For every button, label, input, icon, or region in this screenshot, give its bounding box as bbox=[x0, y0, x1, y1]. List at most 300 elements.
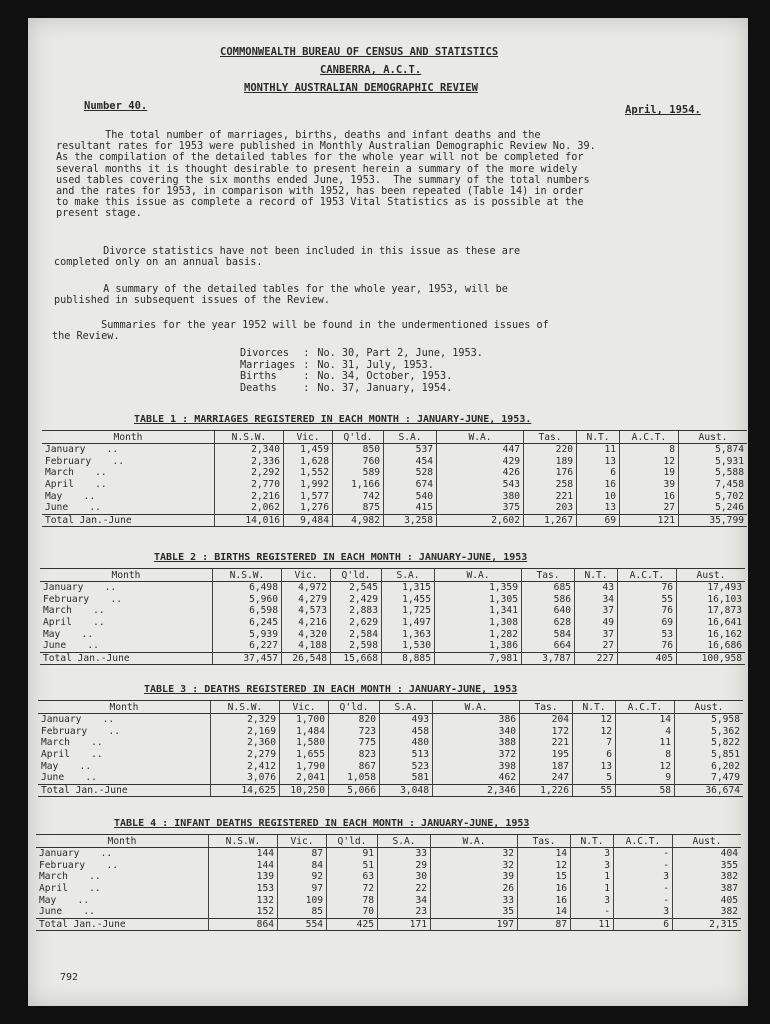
month-cell bbox=[42, 490, 215, 502]
month-cell bbox=[38, 784, 211, 797]
month-label: April bbox=[43, 617, 72, 629]
column-header: Aust. bbox=[677, 569, 746, 582]
ditto-dots: .. bbox=[89, 871, 101, 883]
value-cell: 2,315 bbox=[673, 918, 742, 931]
month-cell bbox=[38, 726, 211, 738]
reference-row bbox=[240, 371, 491, 383]
value-cell: 6,202 bbox=[675, 760, 744, 772]
value-cell: 92 bbox=[278, 871, 327, 883]
value-cell: 1 bbox=[571, 871, 614, 883]
value-cell: 4,982 bbox=[333, 514, 384, 527]
value-cell: 204 bbox=[520, 714, 573, 726]
column-header: Vic. bbox=[284, 431, 333, 444]
value-cell: 3 bbox=[571, 848, 614, 860]
value-cell: 1,341 bbox=[435, 605, 522, 617]
value-cell: 16,641 bbox=[677, 617, 746, 629]
value-cell: 17,873 bbox=[677, 605, 746, 617]
value-cell: 1,790 bbox=[280, 760, 329, 772]
value-cell: 7,981 bbox=[435, 652, 522, 665]
value-cell: 13 bbox=[577, 502, 620, 514]
ditto-dots: .. bbox=[95, 467, 107, 479]
location-heading: CANBERRA, A.C.T. bbox=[320, 64, 422, 76]
value-cell: 447 bbox=[437, 444, 524, 456]
statistics-table bbox=[38, 700, 743, 797]
value-cell: 27 bbox=[575, 640, 618, 652]
value-cell: 63 bbox=[327, 871, 378, 883]
value-cell: 37 bbox=[575, 605, 618, 617]
value-cell: 589 bbox=[333, 467, 384, 479]
table-row bbox=[40, 605, 745, 617]
value-cell: 4,279 bbox=[282, 594, 331, 606]
value-cell: 388 bbox=[433, 737, 520, 749]
month-cell bbox=[42, 467, 215, 479]
value-cell: 1,455 bbox=[382, 594, 435, 606]
column-header: Tas. bbox=[518, 835, 571, 848]
column-header: W.A. bbox=[431, 835, 518, 848]
document-page bbox=[28, 18, 748, 1006]
table-total-row bbox=[42, 514, 747, 527]
table-title: TABLE 1 : MARRIAGES REGISTERED IN EACH MONTH : JANUARY-JUNE, 1953. bbox=[134, 414, 532, 425]
reference-subject: Marriages bbox=[240, 359, 296, 371]
table-row bbox=[42, 490, 747, 502]
value-cell: 144 bbox=[209, 860, 278, 872]
value-cell: 3,076 bbox=[211, 772, 280, 784]
value-cell: 258 bbox=[524, 479, 577, 491]
value-cell: 5,931 bbox=[679, 456, 748, 468]
reference-issue: No. 31, July, 1953. bbox=[317, 359, 434, 371]
ditto-dots: .. bbox=[112, 455, 124, 467]
ditto-dots: .. bbox=[87, 640, 99, 652]
value-cell: 15 bbox=[518, 871, 571, 883]
month-cell bbox=[40, 640, 213, 652]
month-label: March bbox=[41, 737, 70, 749]
value-cell: 3 bbox=[614, 871, 673, 883]
month-label: March bbox=[43, 605, 72, 617]
value-cell: 3,258 bbox=[384, 514, 437, 527]
value-cell: 13 bbox=[577, 456, 620, 468]
value-cell: 6,598 bbox=[213, 605, 282, 617]
value-cell: 1,459 bbox=[284, 444, 333, 456]
value-cell: 429 bbox=[437, 456, 524, 468]
column-header: N.T. bbox=[571, 835, 614, 848]
value-cell: 22 bbox=[378, 883, 431, 895]
value-cell: 220 bbox=[524, 444, 577, 456]
ditto-dots: .. bbox=[85, 772, 97, 784]
value-cell: 640 bbox=[522, 605, 575, 617]
month-label: May bbox=[43, 628, 61, 640]
paragraph-summary: A summary of the detailed tables for the whole year, 1953, will be published in subsequent issues of the Review. bbox=[54, 284, 508, 307]
month-cell bbox=[40, 605, 213, 617]
value-cell: 2,412 bbox=[211, 760, 280, 772]
value-cell: 19 bbox=[620, 467, 679, 479]
month-cell bbox=[38, 749, 211, 761]
month-label: February bbox=[41, 725, 88, 737]
value-cell: 1,359 bbox=[435, 582, 522, 594]
column-header: Tas. bbox=[520, 701, 573, 714]
value-cell: 2,329 bbox=[211, 714, 280, 726]
month-label: January bbox=[43, 582, 84, 594]
value-cell: 404 bbox=[673, 848, 742, 860]
value-cell: 39 bbox=[620, 479, 679, 491]
value-cell: 382 bbox=[673, 906, 742, 918]
value-cell: 355 bbox=[673, 860, 742, 872]
reference-sep: : bbox=[303, 382, 310, 394]
column-header: Aust. bbox=[673, 835, 742, 848]
value-cell: 387 bbox=[673, 883, 742, 895]
month-cell bbox=[38, 772, 211, 784]
issue-date: April, 1954. bbox=[625, 104, 701, 116]
value-cell: 152 bbox=[209, 906, 278, 918]
value-cell: 87 bbox=[518, 918, 571, 931]
value-cell: 5,958 bbox=[675, 714, 744, 726]
value-cell: 1,166 bbox=[333, 479, 384, 491]
month-cell bbox=[40, 652, 213, 665]
column-header: Q'ld. bbox=[327, 835, 378, 848]
month-label: Total Jan.-June bbox=[41, 784, 128, 796]
value-cell: 2,770 bbox=[215, 479, 284, 491]
ditto-dots: .. bbox=[100, 848, 113, 860]
value-cell: 247 bbox=[520, 772, 573, 784]
value-cell: 11 bbox=[616, 737, 675, 749]
value-cell: 3 bbox=[571, 894, 614, 906]
table-total-row bbox=[40, 652, 745, 665]
month-cell bbox=[42, 514, 215, 527]
column-header: N.T. bbox=[577, 431, 620, 444]
table-title: TABLE 3 : DEATHS REGISTERED IN EACH MONTH : JANUARY-JUNE, 1953 bbox=[144, 684, 518, 695]
value-cell: 2,883 bbox=[331, 605, 382, 617]
reference-subject: Births bbox=[240, 371, 277, 383]
value-cell: 493 bbox=[380, 714, 433, 726]
column-header: A.C.T. bbox=[614, 835, 673, 848]
value-cell: 9 bbox=[616, 772, 675, 784]
value-cell: 12 bbox=[620, 456, 679, 468]
value-cell: 58 bbox=[616, 784, 675, 797]
column-header: W.A. bbox=[437, 431, 524, 444]
month-label: January bbox=[41, 714, 82, 726]
value-cell: - bbox=[614, 883, 673, 895]
value-cell: 3 bbox=[614, 906, 673, 918]
column-header: S.A. bbox=[378, 835, 431, 848]
value-cell: 528 bbox=[384, 467, 437, 479]
value-cell: 1,484 bbox=[280, 726, 329, 738]
value-cell: 97 bbox=[278, 883, 327, 895]
value-cell: 9,484 bbox=[284, 514, 333, 527]
value-cell: 14,625 bbox=[211, 784, 280, 797]
reference-sep: : bbox=[303, 348, 310, 359]
value-cell: 70 bbox=[327, 906, 378, 918]
value-cell: 1,577 bbox=[284, 490, 333, 502]
value-cell: 37,457 bbox=[213, 652, 282, 665]
column-header: Tas. bbox=[524, 431, 577, 444]
value-cell: 12 bbox=[573, 714, 616, 726]
value-cell: 867 bbox=[329, 760, 380, 772]
value-cell: 53 bbox=[618, 628, 677, 640]
value-cell: 5,822 bbox=[675, 737, 744, 749]
table-row bbox=[40, 628, 745, 640]
value-cell: 139 bbox=[209, 871, 278, 883]
table-row bbox=[38, 714, 743, 726]
column-header: Q'ld. bbox=[331, 569, 382, 582]
month-label: May bbox=[45, 490, 63, 502]
value-cell: 4,216 bbox=[282, 617, 331, 629]
value-cell: 2,346 bbox=[433, 784, 520, 797]
value-cell: 2,062 bbox=[215, 502, 284, 514]
value-cell: 14 bbox=[518, 906, 571, 918]
month-label: February bbox=[45, 455, 92, 467]
table-row bbox=[42, 467, 747, 479]
value-cell: 221 bbox=[524, 490, 577, 502]
value-cell: 72 bbox=[327, 883, 378, 895]
value-cell: 513 bbox=[380, 749, 433, 761]
column-header: S.A. bbox=[384, 431, 437, 444]
bureau-heading: COMMONWEALTH BUREAU OF CENSUS AND STATISTICS bbox=[220, 46, 499, 58]
value-cell: 1,580 bbox=[280, 737, 329, 749]
value-cell: 197 bbox=[431, 918, 518, 931]
value-cell: 5,874 bbox=[679, 444, 748, 456]
value-cell: 6 bbox=[614, 918, 673, 931]
value-cell: 386 bbox=[433, 714, 520, 726]
value-cell: 4,320 bbox=[282, 628, 331, 640]
table-row bbox=[38, 749, 743, 761]
statistics-table bbox=[42, 430, 747, 527]
ditto-dots: .. bbox=[81, 628, 94, 640]
value-cell: 43 bbox=[575, 582, 618, 594]
value-cell: 586 bbox=[522, 594, 575, 606]
value-cell: 132 bbox=[209, 894, 278, 906]
ditto-dots: .. bbox=[83, 490, 96, 502]
paragraph-divorce: Divorce statistics have not been included in this issue as these are completed only on an annual basis. bbox=[54, 246, 521, 269]
value-cell: 76 bbox=[618, 582, 677, 594]
month-label: January bbox=[45, 444, 86, 456]
table-row bbox=[42, 479, 747, 491]
value-cell: 16,162 bbox=[677, 628, 746, 640]
value-cell: 87 bbox=[278, 848, 327, 860]
value-cell: 5,960 bbox=[213, 594, 282, 606]
value-cell: 27 bbox=[620, 502, 679, 514]
month-cell bbox=[40, 617, 213, 629]
value-cell: 5,588 bbox=[679, 467, 748, 479]
table-row bbox=[38, 737, 743, 749]
value-cell: 7,458 bbox=[679, 479, 748, 491]
value-cell: 30 bbox=[378, 871, 431, 883]
value-cell: 69 bbox=[618, 617, 677, 629]
value-cell: 12 bbox=[616, 760, 675, 772]
value-cell: 2,602 bbox=[437, 514, 524, 527]
table-row bbox=[38, 760, 743, 772]
value-cell: 4,573 bbox=[282, 605, 331, 617]
value-cell: 109 bbox=[278, 894, 327, 906]
table-row bbox=[36, 906, 741, 918]
value-cell: 5,362 bbox=[675, 726, 744, 738]
month-label: June bbox=[39, 906, 63, 918]
value-cell: 5,066 bbox=[329, 784, 380, 797]
column-header: Month bbox=[42, 431, 215, 444]
month-cell bbox=[36, 883, 209, 895]
value-cell: 12 bbox=[518, 860, 571, 872]
table-row bbox=[36, 871, 741, 883]
value-cell: 227 bbox=[575, 652, 618, 665]
value-cell: 15,668 bbox=[331, 652, 382, 665]
value-cell: 6,498 bbox=[213, 582, 282, 594]
value-cell: 51 bbox=[327, 860, 378, 872]
value-cell: 8 bbox=[620, 444, 679, 456]
value-cell: 581 bbox=[380, 772, 433, 784]
value-cell: 2,629 bbox=[331, 617, 382, 629]
table-row bbox=[40, 582, 745, 594]
month-label: June bbox=[43, 640, 67, 652]
value-cell: 35 bbox=[431, 906, 518, 918]
value-cell: 33 bbox=[378, 848, 431, 860]
value-cell: 221 bbox=[520, 737, 573, 749]
statistics-table bbox=[40, 568, 745, 665]
value-cell: 32 bbox=[431, 848, 518, 860]
month-cell bbox=[38, 714, 211, 726]
table-title: TABLE 2 : BIRTHS REGISTERED IN EACH MONTH : JANUARY-JUNE, 1953 bbox=[154, 552, 528, 563]
month-cell bbox=[40, 628, 213, 640]
value-cell: 1 bbox=[571, 883, 614, 895]
month-label: June bbox=[45, 502, 69, 514]
month-label: April bbox=[39, 883, 68, 895]
month-label: February bbox=[39, 859, 86, 871]
table-row bbox=[36, 894, 741, 906]
column-header: Vic. bbox=[282, 569, 331, 582]
value-cell: 29 bbox=[378, 860, 431, 872]
publication-heading: MONTHLY AUSTRALIAN DEMOGRAPHIC REVIEW bbox=[244, 82, 478, 94]
value-cell: 1,992 bbox=[284, 479, 333, 491]
month-cell bbox=[36, 871, 209, 883]
value-cell: 3,787 bbox=[522, 652, 575, 665]
value-cell: 685 bbox=[522, 582, 575, 594]
column-header: Aust. bbox=[675, 701, 744, 714]
value-cell: 144 bbox=[209, 848, 278, 860]
ditto-dots: .. bbox=[91, 749, 103, 761]
table-row bbox=[38, 726, 743, 738]
month-label: Total Jan.-June bbox=[39, 918, 126, 930]
reference-row bbox=[240, 383, 491, 395]
value-cell: 875 bbox=[333, 502, 384, 514]
value-cell: 775 bbox=[329, 737, 380, 749]
value-cell: 203 bbox=[524, 502, 577, 514]
value-cell: 7,479 bbox=[675, 772, 744, 784]
value-cell: 405 bbox=[618, 652, 677, 665]
ditto-dots: .. bbox=[89, 502, 101, 514]
value-cell: 820 bbox=[329, 714, 380, 726]
value-cell: 187 bbox=[520, 760, 573, 772]
value-cell: 554 bbox=[278, 918, 327, 931]
reference-list bbox=[240, 348, 491, 394]
value-cell: 2,598 bbox=[331, 640, 382, 652]
ditto-dots: .. bbox=[83, 906, 95, 918]
value-cell: 2,336 bbox=[215, 456, 284, 468]
value-cell: 6 bbox=[573, 749, 616, 761]
ditto-dots: .. bbox=[102, 714, 115, 726]
value-cell: 78 bbox=[327, 894, 378, 906]
table-title: TABLE 4 : INFANT DEATHS REGISTERED IN EACH MONTH : JANUARY-JUNE, 1953 bbox=[114, 818, 530, 829]
column-header: A.C.T. bbox=[618, 569, 677, 582]
value-cell: 723 bbox=[329, 726, 380, 738]
paragraph-intro: The total number of marriages, births, deaths and infant deaths and the resultant rates for 1953 were published in Monthly Australian Demographic Review No. 39. As the compilation of the detailed tables for the whole year will not be completed for several months it is thought desirable to present herein a summary of the more widely used tables covering the six months ended June, 1953. The summary of the total numbers and the rates for 1953, in comparison with 1952, has been repeated (Table 14) in order to make this issue as complete a record of 1953 Vital Statistics as is possible at the present stage. bbox=[56, 130, 596, 220]
value-cell: 480 bbox=[380, 737, 433, 749]
ditto-dots: .. bbox=[89, 883, 101, 895]
value-cell: 16,103 bbox=[677, 594, 746, 606]
ditto-dots: .. bbox=[79, 760, 92, 772]
value-cell: 10,250 bbox=[280, 784, 329, 797]
month-label: March bbox=[39, 871, 68, 883]
value-cell: 69 bbox=[577, 514, 620, 527]
value-cell: 14,016 bbox=[215, 514, 284, 527]
month-cell bbox=[42, 479, 215, 491]
value-cell: 35,799 bbox=[679, 514, 748, 527]
value-cell: 1,226 bbox=[520, 784, 573, 797]
value-cell: 2,545 bbox=[331, 582, 382, 594]
table-row bbox=[36, 883, 741, 895]
value-cell: 6,245 bbox=[213, 617, 282, 629]
month-label: March bbox=[45, 467, 74, 479]
value-cell: 1,363 bbox=[382, 628, 435, 640]
value-cell: 32 bbox=[431, 860, 518, 872]
value-cell: 864 bbox=[209, 918, 278, 931]
reference-subject: Divorces bbox=[240, 348, 290, 359]
value-cell: 1,628 bbox=[284, 456, 333, 468]
column-header: A.C.T. bbox=[620, 431, 679, 444]
value-cell: 36,674 bbox=[675, 784, 744, 797]
value-cell: 39 bbox=[431, 871, 518, 883]
value-cell: - bbox=[614, 848, 673, 860]
value-cell: 16 bbox=[518, 883, 571, 895]
value-cell: 1,497 bbox=[382, 617, 435, 629]
value-cell: 398 bbox=[433, 760, 520, 772]
value-cell: 2,216 bbox=[215, 490, 284, 502]
month-cell bbox=[36, 848, 209, 860]
value-cell: 5,246 bbox=[679, 502, 748, 514]
month-label: May bbox=[39, 894, 57, 906]
value-cell: 1,276 bbox=[284, 502, 333, 514]
value-cell: 543 bbox=[437, 479, 524, 491]
month-label: June bbox=[41, 772, 65, 784]
month-cell bbox=[40, 594, 213, 606]
ditto-dots: .. bbox=[93, 605, 105, 617]
reference-row bbox=[240, 348, 491, 360]
table-row bbox=[40, 617, 745, 629]
column-header: N.S.W. bbox=[215, 431, 284, 444]
value-cell: 380 bbox=[437, 490, 524, 502]
column-header: W.A. bbox=[433, 701, 520, 714]
value-cell: 5,851 bbox=[675, 749, 744, 761]
value-cell: 2,169 bbox=[211, 726, 280, 738]
value-cell: 742 bbox=[333, 490, 384, 502]
value-cell: 462 bbox=[433, 772, 520, 784]
value-cell: 454 bbox=[384, 456, 437, 468]
column-header: N.S.W. bbox=[213, 569, 282, 582]
value-cell: - bbox=[571, 906, 614, 918]
value-cell: 2,340 bbox=[215, 444, 284, 456]
value-cell: 2,041 bbox=[280, 772, 329, 784]
column-header: Q'ld. bbox=[329, 701, 380, 714]
value-cell: 12 bbox=[573, 726, 616, 738]
ditto-dots: .. bbox=[106, 859, 118, 871]
value-cell: 76 bbox=[618, 640, 677, 652]
value-cell: 84 bbox=[278, 860, 327, 872]
value-cell: 415 bbox=[384, 502, 437, 514]
value-cell: 405 bbox=[673, 894, 742, 906]
column-header: Vic. bbox=[280, 701, 329, 714]
month-cell bbox=[36, 860, 209, 872]
month-label: April bbox=[45, 479, 74, 491]
value-cell: 1,725 bbox=[382, 605, 435, 617]
value-cell: 2,360 bbox=[211, 737, 280, 749]
table-row bbox=[38, 772, 743, 784]
value-cell: 195 bbox=[520, 749, 573, 761]
